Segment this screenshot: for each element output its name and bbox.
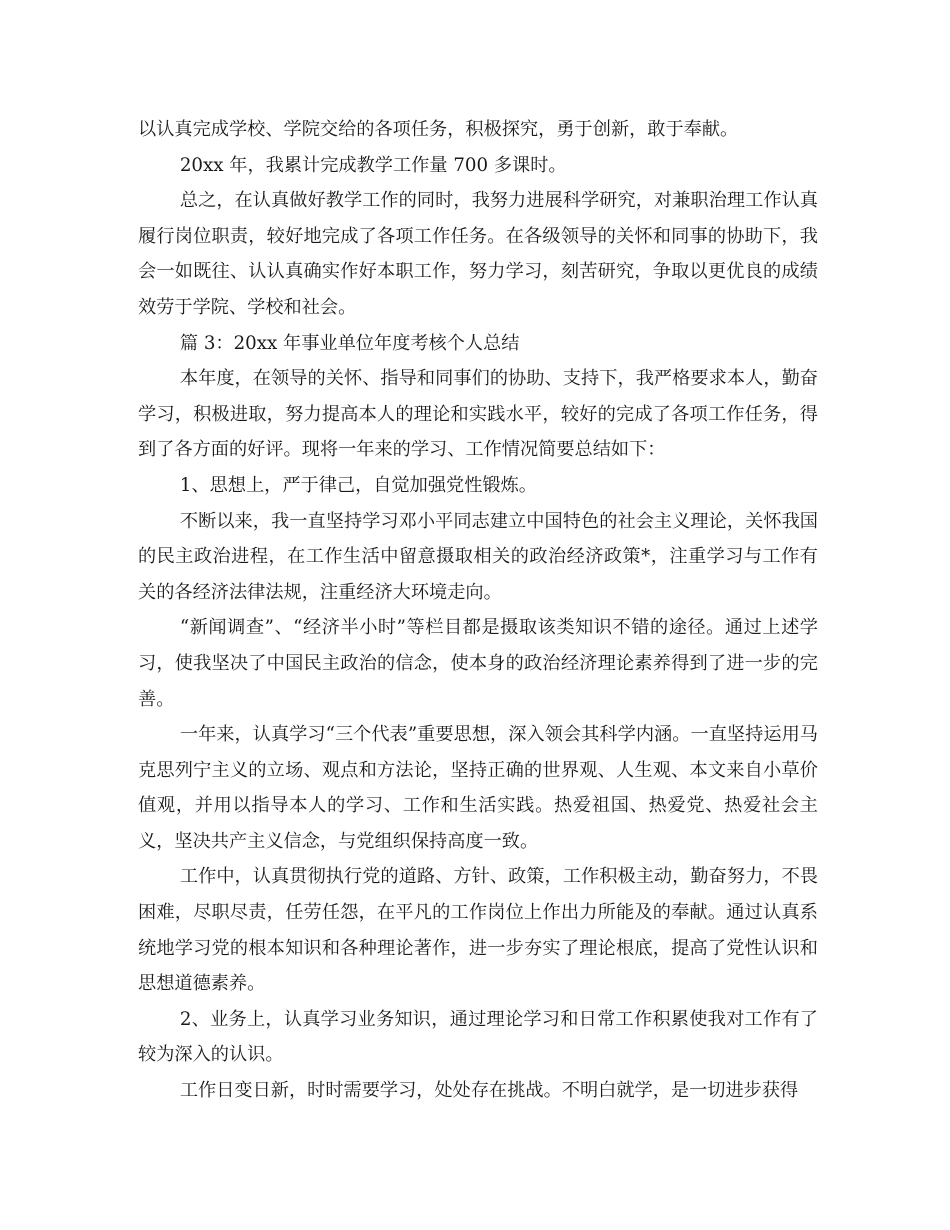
paragraph: 工作中，认真贯彻执行党的道路、方针、政策，工作积极主动，勤奋努力，不畏困难，尽职尽责，任劳任怨，在平凡的工作岗位上作出力所能及的奉献。通过认真系统地学习党的根本知识和各种理论著作，进一步夯实了理论根底，提高了党性认识和思想道德素养。	[138, 866, 818, 995]
paragraph: “新闻调查”、“经济半小时”等栏目都是摄取该类知识不错的途径。通过上述学习，使我坚决了中国民主政治的信念，使本身的政治经济理论素养得到了进一步的完善。	[138, 617, 818, 710]
paragraph: 不断以来，我一直坚持学习邓小平同志建立中国特色的社会主义理论，关怀我国的民主政治进程，在工作生活中留意摄取相关的政治经济政策*，注重学习与工作有关的各经济法律法规，注重经济大环境走向。	[138, 510, 818, 603]
paragraph: 20xx 年，我累计完成教学工作量 700 多课时。	[179, 154, 567, 176]
paragraph: 总之，在认真做好教学工作的同时，我努力进展科学研究，对兼职治理工作认真履行岗位职责，较好地完成了各项工作任务。在各级领导的关怀和同事的协助下，我会一如既往、认认真确实作好本职工作，努力学习，刻苦研究，争取以更优良的成绩效劳于学院、学校和社会。	[138, 190, 818, 318]
paragraph: 一年来，认真学习“三个代表”重要思想，深入领会其科学内涵。一直坚持运用马克思列宁主义的立场、观点和方法论，坚持正确的世界观、人生观、本文来自小草价值观，并用以指导本人的学习、工作和生活实践。热爱祖国、热爱党、热爱社会主义，坚决共产主义信念，与党组织保持高度一致。	[138, 724, 818, 852]
section-heading: 篇 3：20xx 年事业单位年度考核个人总结	[179, 332, 520, 354]
paragraph: 本年度，在领导的关怀、指导和同事们的协助、支持下，我严格要求本人，勤奋学习，积极进取，努力提高本人的理论和实践水平，较好的完成了各项工作任务，得到了各方面的好评。现将一年来的学习、工作情况简要总结如下：	[138, 368, 818, 461]
list-heading: 1、思想上，严于律己，自觉加强党性锻炼。	[179, 474, 537, 496]
paragraph: 以认真完成学校、学院交给的各项任务，积极探究，勇于创新，敢于奉献。	[138, 119, 739, 140]
list-heading: 2、业务上，认真学习业务知识，通过理论学习和日常工作积累使我对工作有了较为深入的认识。	[138, 1008, 818, 1066]
paragraph: 工作日变日新，时时需要学习，处处存在挑战。不明白就学，是一切进步获得	[179, 1080, 799, 1102]
document-body	[138, 112, 818, 1109]
